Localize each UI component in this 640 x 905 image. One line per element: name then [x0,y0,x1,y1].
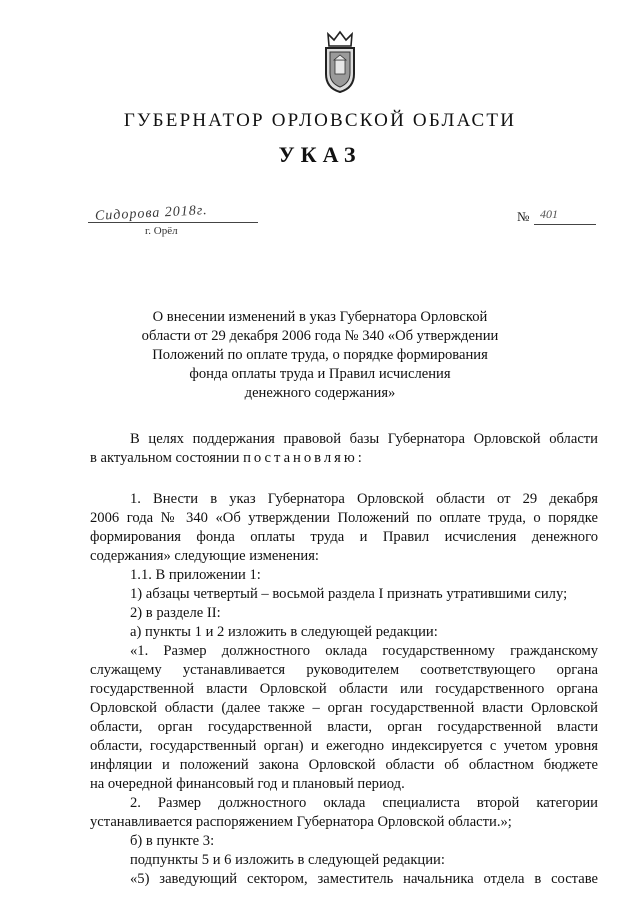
city-label: г. Орёл [145,225,178,237]
handwritten-number: 401 [540,207,558,221]
paragraph-line: инфляции и положений закона Орловской области об областном бюджете [90,757,598,773]
paragraph-line: 1. Внести в указ Губернатора Орловской области от 29 декабря [130,491,598,507]
paragraph-line: б) в пункте 3: [130,833,215,849]
decree-title [0,308,640,403]
paragraph-line: Орловской области (далее также – орган государственной власти Орловской [90,700,598,716]
paragraph-line: области, государственный орган) и ежегодно индексируется с учетом уровня [90,738,598,754]
paragraph-line: 2006 года № 340 «Об утверждении Положений по оплате труда, о порядке [90,510,598,526]
paragraph-line: формирования фонда оплаты труда и Правил исчисления денежного [90,529,598,545]
handwritten-date: Сидорова 2018г. [94,203,208,224]
paragraph-line: служащему устанавливается руководителем соответствующего органа [90,662,598,678]
preamble-line: В целях поддержания правовой базы Губернатора Орловской области [130,431,598,447]
title-line: области от 29 декабря 2006 года № 340 «Об утверждении [141,328,499,344]
title-line: Положений по оплате труда, о порядке формирования [152,347,488,363]
preamble-prefix: в актуальном состоянии [90,450,244,466]
document-type: УКАЗ [278,142,362,167]
paragraph-line: 1) абзацы четвертый – восьмой раздела I признать утратившими силу; [130,586,568,602]
coat-of-arms-emblem [318,30,362,94]
paragraph-line: государственной власти Орловской области или государственного органа [90,681,598,697]
paragraph-line: устанавливается распоряжением Губернатора Орловской области.»; [90,814,512,830]
paragraph-line: 2) в разделе II: [130,605,221,621]
paragraph-line: 1.1. В приложении 1: [130,567,261,583]
preamble-line [90,449,598,468]
title-line: О внесении изменений в указ Губернатора Орловской [152,309,488,325]
date-underline [88,222,258,223]
paragraph-line: а) пункты 1 и 2 изложить в следующей редакции: [130,624,438,640]
paragraph-line: на очередной финансовый год и плановый период. [90,776,405,792]
preamble-decree-word: постановляю: [243,450,365,466]
paragraph-line: подпункты 5 и 6 изложить в следующей редакции: [130,852,445,868]
decree-body [90,430,598,889]
title-line: фонда оплаты труда и Правил исчисления [189,366,451,382]
paragraph-line: 2. Размер должностного оклада специалиста второй категории [130,795,598,811]
issuing-authority: ГУБЕРНАТОР ОРЛОВСКОЙ ОБЛАСТИ [123,110,517,131]
number-label: № [517,209,530,224]
title-line: денежного содержания» [244,385,396,401]
paragraph-line: «5) заведующий сектором, заместитель начальника отдела в составе [130,871,598,887]
paragraph-line: области, орган государственной власти, орган государственной власти [90,719,598,735]
paragraph-line: содержания» следующие изменения: [90,548,319,564]
paragraph-line: «1. Размер должностного оклада государственному гражданскому [130,643,598,659]
number-underline [534,224,596,225]
